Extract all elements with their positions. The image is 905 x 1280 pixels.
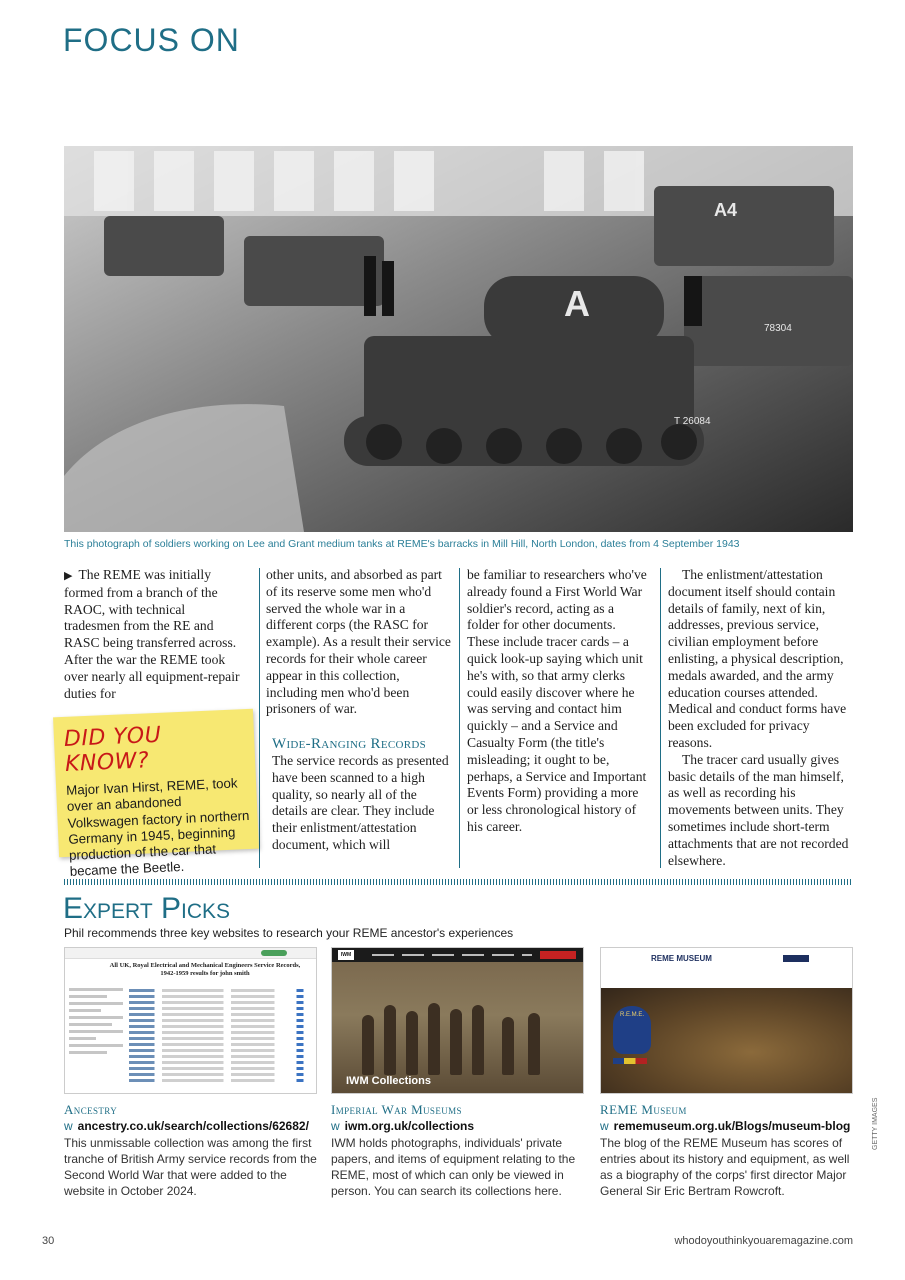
column-divider — [259, 568, 260, 868]
ancestry-thumb-title: All UK, Royal Electrical and Mechanical Engineers Service Records, 1942-1959 results for john smith — [109, 962, 301, 977]
iwm-nav-links — [372, 954, 532, 956]
pick-description: This unmissable collection was among the first tranche of British Army service records from the Second World War that were added to the website in October 2024. — [64, 1136, 317, 1198]
reme-shoulder-patch — [613, 1006, 651, 1054]
iwm-thumb-label: IWM Collections — [346, 1075, 431, 1087]
iwm-screenshot[interactable] — [331, 947, 584, 1094]
pick-description: The blog of the REME Museum has scores of entries about its history and equipment, as well as a biography of the corps' first director Major General Sir Eric Bertram Rowcroft. — [600, 1136, 850, 1198]
ancestry-badge — [261, 950, 287, 956]
play-arrow-icon: ▶ — [64, 569, 73, 582]
reme-screenshot[interactable] — [600, 947, 853, 1094]
dotted-divider — [64, 879, 853, 885]
expert-picks-title: Expert Picks — [63, 892, 231, 925]
article-text-3: be familiar to researchers who've already found a First World War soldier's record, acting as a folder for other documents. These include tracer cards – a quick look-up saying which unit he's with, so that army clerks could easily discover where he was serving and contact him quickly – and a Service and Casualty Form (the title's misleading; it ought to be, perhaps, a Service and Important Events Form) providing a more or less chronological history of his career. — [467, 567, 647, 834]
article-text-1: The REME was initially formed from a branch of the RAOC, with technical tradesmen from the RE and RASC being transferred across. After the war the REME took over nearly all equipment-repair duties for — [64, 567, 240, 701]
article-text-4a: The enlistment/attestation document itself should contain details of family, next of kin, addresses, previous service, civilian employment before enlisting, a physical description, medals awarded, and the army education courses attended. Medical and conduct forms have been excluded for privacy reasons. — [668, 567, 847, 750]
article-column-2 — [266, 567, 451, 854]
pick-name: Ancestry — [64, 1102, 118, 1117]
did-you-know-note — [53, 709, 259, 880]
page-number: 30 — [42, 1235, 55, 1247]
reme-header — [601, 948, 852, 988]
svg-text:A: A — [564, 283, 590, 324]
pick-url-text[interactable]: rememuseum.org.uk/Blogs/museum-blog — [613, 1119, 851, 1133]
section-title: FOCUS ON — [63, 22, 240, 58]
svg-text:78304: 78304 — [764, 323, 792, 334]
magazine-website[interactable]: whodoyouthinkyouaremagazine.com — [674, 1235, 853, 1247]
reme-ribbon — [613, 1058, 647, 1064]
article-text-2b: The service records as presented have been scanned to a high quality, so nearly all of the details are clear. They include their enlistment/attestation document, which will — [272, 752, 449, 852]
pick-url[interactable] — [331, 1119, 584, 1133]
article-text-2: other units, and absorbed as part of its reserve some men who'd served the whole war in a different corps (the RASC for example). As a result their service records for their whole career appear in this collection, including men who'd been prisoners of war. — [266, 567, 451, 717]
reme-logo: REME MUSEUM — [651, 954, 712, 963]
reme-patch-text: R.E.M.E. — [619, 1012, 644, 1018]
column-divider — [660, 568, 661, 868]
svg-text:T 26084: T 26084 — [674, 416, 711, 427]
pick-ancestry — [64, 947, 317, 1199]
pick-url[interactable] — [64, 1119, 317, 1133]
pick-url-text[interactable]: iwm.org.uk/collections — [344, 1119, 475, 1133]
ancestry-filter-panel — [69, 984, 123, 1089]
iwm-shop-button — [540, 951, 576, 959]
pick-reme-museum — [600, 947, 853, 1199]
iwm-logo-text: IWM — [340, 952, 352, 958]
pick-url-text[interactable]: ancestry.co.uk/search/collections/62682/ — [77, 1119, 309, 1133]
tank-workshop-photo — [64, 146, 853, 532]
web-marker: w — [600, 1119, 609, 1133]
web-marker: w — [64, 1119, 73, 1133]
ancestry-results-table — [129, 986, 311, 1091]
column-divider — [459, 568, 460, 868]
article-column-3 — [467, 567, 647, 836]
pick-description: IWM holds photographs, individuals' private papers, and items of equipment relating to the REME, most of which can only be viewed in person. You can search its collections here. — [331, 1136, 576, 1198]
did-you-know-body: Major Ivan Hirst, REME, took over an abandoned Volkswagen factory in northern Germany in 1945, beginning production of the car that became the Beetle. — [65, 775, 250, 880]
pick-iwm — [331, 947, 584, 1199]
article-text-4b: The tracer card usually gives basic details of the man himself, as well as recording his movements between units. They sometimes include short-term attachments that are not recorded elsewhere. — [668, 751, 849, 868]
iwm-logo — [338, 950, 354, 960]
pick-name: REME Museum — [600, 1102, 687, 1117]
reme-search-button — [783, 955, 809, 962]
article-column-1 — [64, 567, 244, 702]
hero-photo — [64, 146, 853, 532]
article-column-4 — [668, 567, 854, 869]
web-marker: w — [331, 1119, 340, 1133]
did-you-know-title: DID YOU KNOW? — [63, 722, 162, 777]
article-subhead: Wide-Ranging Records — [272, 736, 427, 753]
ancestry-screenshot[interactable] — [64, 947, 317, 1094]
pick-name: Imperial War Museums — [331, 1102, 462, 1117]
expert-picks-intro: Phil recommends three key websites to research your REME ancestor's experiences — [64, 926, 514, 940]
svg-text:A4: A4 — [714, 200, 738, 220]
pick-url[interactable] — [600, 1119, 853, 1133]
photo-credit: GETTY IMAGES — [872, 1097, 879, 1150]
photo-caption: This photograph of soldiers working on Lee and Grant medium tanks at REME's barracks in Mill Hill, North London, dates from 4 September 1943 — [64, 538, 740, 550]
